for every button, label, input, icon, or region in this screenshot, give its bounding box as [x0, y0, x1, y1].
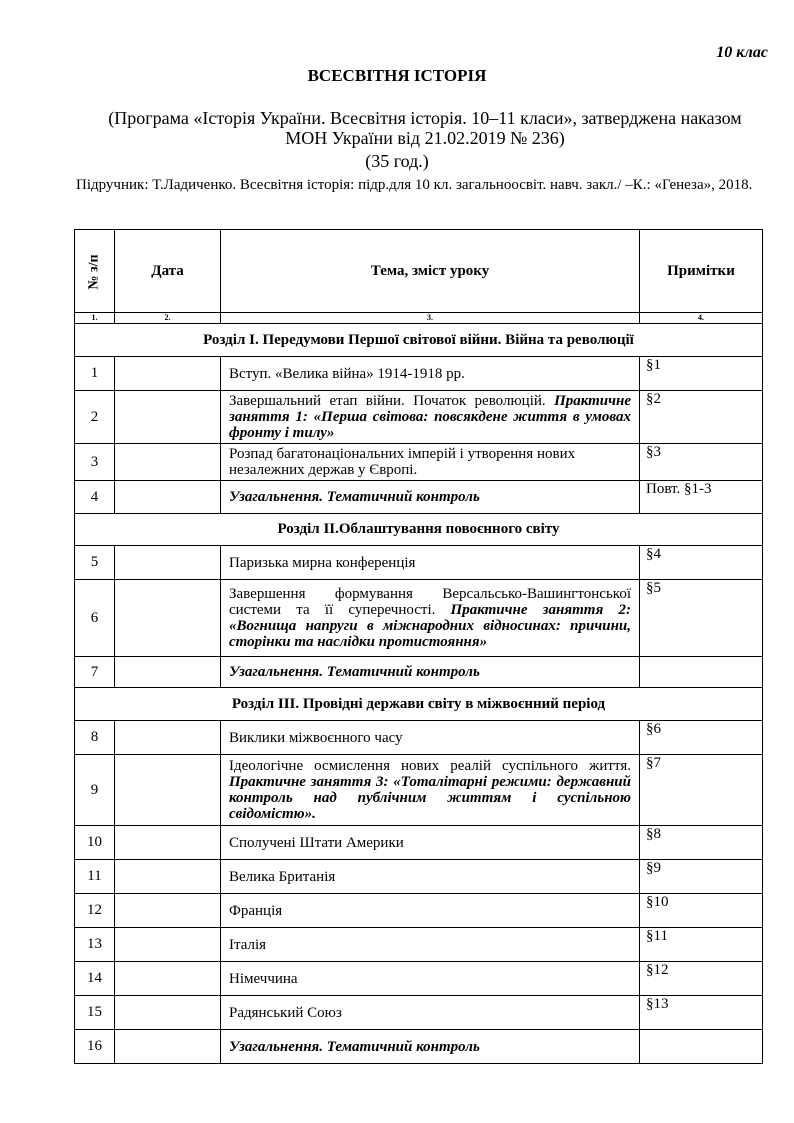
- lesson-date-cell: [115, 755, 221, 826]
- section-row: [75, 688, 763, 721]
- lesson-number: 11: [75, 860, 115, 894]
- section-title: Розділ ІІ.Облаштування повоєнного світу: [75, 514, 763, 546]
- lesson-number: 2: [75, 391, 115, 444]
- lesson-topic-text: Завершальний етап війни. Початок революцій.: [229, 393, 546, 409]
- column-index: 2.: [115, 313, 221, 324]
- lesson-topic: [221, 580, 640, 657]
- lesson-date-cell: [115, 580, 221, 657]
- lesson-topic: [221, 391, 640, 444]
- lesson-date-cell: [115, 894, 221, 928]
- lesson-note: §5: [640, 580, 763, 657]
- lesson-topic: [221, 928, 640, 962]
- lesson-practice-text: Практичне заняття 1: «Перша світова: повсякдене життя в умовах фронту і тилу»: [229, 393, 632, 441]
- lesson-note: §4: [640, 546, 763, 580]
- lesson-date-cell: [115, 928, 221, 962]
- table-header-row: [75, 230, 763, 313]
- lesson-row: [75, 860, 763, 894]
- lesson-row: [75, 826, 763, 860]
- lesson-topic-text: Сполучені Штати Америки: [229, 834, 404, 851]
- lesson-topic: [221, 894, 640, 928]
- program-reference: [60, 108, 790, 148]
- lesson-date-cell: [115, 826, 221, 860]
- lesson-topic-text: Франція: [229, 902, 283, 919]
- header-topic: Тема, зміст уроку: [221, 230, 640, 313]
- lesson-topic: [221, 755, 640, 826]
- column-index: 1.: [75, 313, 115, 324]
- lesson-row: [75, 1030, 763, 1064]
- grade-label: 10 клас: [716, 44, 768, 61]
- lesson-number: 8: [75, 721, 115, 755]
- lesson-topic-text: Велика Британія: [229, 868, 336, 885]
- program-line-1: (Програма «Історія України. Всесвітня історія. 10–11 класи», затверджена наказом: [108, 108, 742, 128]
- lesson-topic: [221, 481, 640, 514]
- lesson-topic-text: Виклики міжвоєнного часу: [229, 729, 403, 746]
- lesson-date-cell: [115, 444, 221, 481]
- lesson-topic: [221, 996, 640, 1030]
- lesson-number: 5: [75, 546, 115, 580]
- lesson-topic: [221, 721, 640, 755]
- lesson-row: [75, 546, 763, 580]
- lesson-date-cell: [115, 1030, 221, 1064]
- lesson-topic-text: Завершення формування Версальсько-Вашингтонської системи та її суперечності.: [229, 586, 631, 618]
- lesson-number: 3: [75, 444, 115, 481]
- lesson-practice-text: Практичне заняття 3: «Тоталітарні режими: державний контроль над публічним життям і суспільною свідомістю».: [229, 774, 631, 822]
- lesson-date-cell: [115, 962, 221, 996]
- lesson-topic: [221, 657, 640, 688]
- lesson-number: 10: [75, 826, 115, 860]
- lesson-row: [75, 996, 763, 1030]
- lesson-topic: [221, 546, 640, 580]
- lesson-number: 9: [75, 755, 115, 826]
- lesson-note: §8: [640, 826, 763, 860]
- lesson-row: [75, 357, 763, 391]
- section-title: Розділ І. Передумови Першої світової війни. Війна та революції: [75, 324, 763, 357]
- lesson-note: §10: [640, 894, 763, 928]
- lesson-date-cell: [115, 721, 221, 755]
- page-title: ВСЕСВІТНЯ ІСТОРІЯ: [307, 66, 487, 85]
- lesson-date-cell: [115, 546, 221, 580]
- lesson-date-cell: [115, 657, 221, 688]
- lesson-number: 13: [75, 928, 115, 962]
- hours-label: (35 год.): [365, 151, 429, 171]
- header-num: [75, 230, 115, 313]
- lesson-date-cell: [115, 481, 221, 514]
- lesson-note: §11: [640, 928, 763, 962]
- program-line-2: МОН України від 21.02.2019 № 236): [285, 128, 565, 148]
- lesson-topic-text: Вступ. «Велика війна» 1914-1918 рр.: [229, 365, 465, 382]
- lesson-date-cell: [115, 391, 221, 444]
- lesson-note: [640, 1030, 763, 1064]
- lesson-number: 15: [75, 996, 115, 1030]
- section-title: Розділ ІІІ. Провідні держави світу в міжвоєнний період: [75, 688, 763, 721]
- lesson-topic-text: Німеччина: [229, 970, 298, 987]
- header-date: Дата: [115, 230, 221, 313]
- section-row: [75, 514, 763, 546]
- lesson-row: [75, 444, 763, 481]
- header-num-label: № з/п: [86, 253, 102, 290]
- lesson-row: [75, 962, 763, 996]
- lesson-topic: [221, 1030, 640, 1064]
- lesson-number: 4: [75, 481, 115, 514]
- lesson-note: §3: [640, 444, 763, 481]
- lesson-row: [75, 894, 763, 928]
- lesson-number: 12: [75, 894, 115, 928]
- section-row: [75, 324, 763, 357]
- lesson-topic-text: Паризька мирна конференція: [229, 554, 416, 571]
- lesson-note: §7: [640, 755, 763, 826]
- lesson-row: [75, 481, 763, 514]
- lesson-number: 14: [75, 962, 115, 996]
- lesson-note: Повт. §1-3: [640, 481, 763, 514]
- column-index-row: [75, 313, 763, 324]
- lesson-row: [75, 721, 763, 755]
- lesson-row: [75, 755, 763, 826]
- lesson-number: 7: [75, 657, 115, 688]
- lesson-date-cell: [115, 996, 221, 1030]
- lesson-note: §13: [640, 996, 763, 1030]
- lesson-number: 16: [75, 1030, 115, 1064]
- lesson-practice-text: Практичне заняття 2: «Вогнища напруги в міжнародних відносинах: причини, сторінки та наслідки протистояння»: [229, 602, 631, 650]
- lesson-row: [75, 928, 763, 962]
- lesson-note: [640, 657, 763, 688]
- lesson-row: [75, 657, 763, 688]
- lesson-topic-text: Радянський Союз: [229, 1004, 342, 1021]
- lesson-note: §6: [640, 721, 763, 755]
- lesson-date-cell: [115, 357, 221, 391]
- header-notes: Примітки: [640, 230, 763, 313]
- lesson-row: [75, 391, 763, 444]
- lesson-topic-text: Розпад багатонаціональних імперій і утворення нових незалежних держав у Європі.: [229, 446, 576, 478]
- lesson-practice-text: Узагальнення. Тематичний контроль: [229, 489, 480, 505]
- lesson-topic-text: Ідеологічне осмислення нових реалій суспільного життя.: [229, 758, 631, 774]
- lesson-topic: [221, 860, 640, 894]
- lesson-note: §2: [640, 391, 763, 444]
- lesson-topic: [221, 357, 640, 391]
- lesson-note: §1: [640, 357, 763, 391]
- lesson-number: 1: [75, 357, 115, 391]
- lesson-note: §12: [640, 962, 763, 996]
- column-index: 3.: [221, 313, 640, 324]
- lesson-topic: [221, 826, 640, 860]
- lesson-number: 6: [75, 580, 115, 657]
- column-index: 4.: [640, 313, 763, 324]
- lesson-date-cell: [115, 860, 221, 894]
- textbook-reference: Підручник: Т.Ладиченко. Всесвітня історія: підр.для 10 кл. загальноосвіт. навч. закл./ –К.: «Генеза», 2018.: [76, 177, 753, 193]
- lesson-practice-text: Узагальнення. Тематичний контроль: [229, 1038, 480, 1055]
- lesson-topic-text: Італія: [229, 936, 267, 953]
- lesson-note: §9: [640, 860, 763, 894]
- lesson-topic: [221, 962, 640, 996]
- lesson-plan-table: [74, 229, 763, 1064]
- lesson-row: [75, 580, 763, 657]
- lesson-practice-text: Узагальнення. Тематичний контроль: [229, 664, 480, 680]
- lesson-topic: [221, 444, 640, 481]
